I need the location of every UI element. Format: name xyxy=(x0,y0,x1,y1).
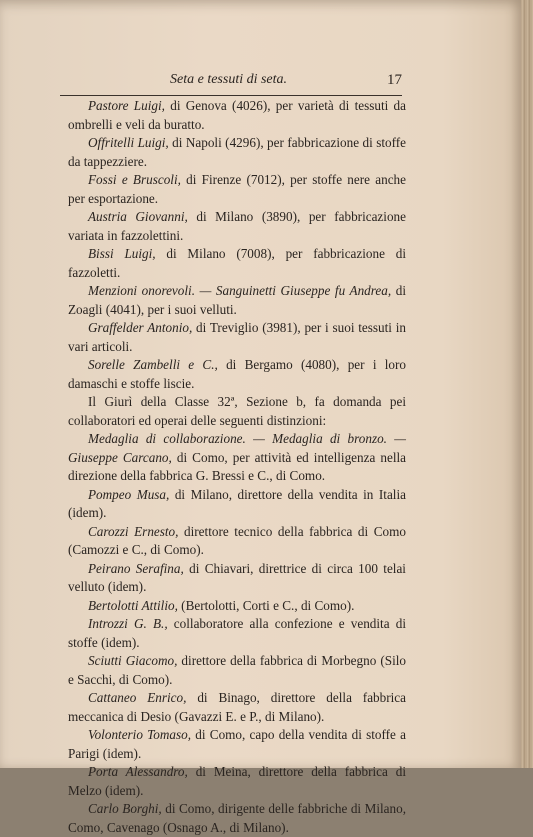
entry-paragraph xyxy=(68,171,406,208)
entry-paragraph xyxy=(68,430,406,486)
entry-paragraph xyxy=(68,245,406,282)
entry-text: di Como, capo della vendita di stoffe a Parigi (idem). xyxy=(68,727,406,761)
entry-name: Bissi Luigi, xyxy=(88,246,156,261)
entry-paragraph xyxy=(68,282,406,319)
entry-name: Pompeo Musa, xyxy=(88,486,170,502)
entry-text: collaboratore alla confezione e vendita di stoffe (idem). xyxy=(68,616,406,650)
entry-name: Peirano Serafina, xyxy=(88,560,184,576)
entry-name: Austria Giovanni, xyxy=(88,209,188,224)
entry-name: Pastore Luigi, xyxy=(88,98,165,113)
entry-name: Offritelli Luigi, xyxy=(88,135,169,150)
entry-paragraph xyxy=(68,393,406,430)
entry-name: Graffelder Antonio, xyxy=(88,320,193,335)
entry-paragraph xyxy=(68,689,406,726)
entry-paragraph xyxy=(68,800,406,837)
entry-text: di Napoli (4296), per fabbricazione di stoffe da tappezziere. xyxy=(68,135,406,169)
entry-name: Sciutti Giacomo, xyxy=(88,653,178,668)
header-rule xyxy=(60,95,402,96)
page-header xyxy=(60,72,402,94)
entry-name: Volonterio Tomaso, xyxy=(88,727,192,742)
entry-text: di Firenze (7012), per stoffe nere anche per esportazione. xyxy=(68,172,406,206)
entry-text: di Milano (7008), per fabbricazione di fazzoletti. xyxy=(68,246,407,280)
entry-paragraph xyxy=(68,134,406,171)
entry-text: direttore tecnico della fabbrica di Como (Camozzi e C., di Como). xyxy=(68,523,406,557)
entry-paragraph xyxy=(68,597,406,616)
entry-paragraph xyxy=(68,319,406,356)
entry-text: di Milano (3890), per fabbricazione variata in fazzolettini. xyxy=(68,209,406,243)
entry-paragraph xyxy=(68,208,406,245)
page-body xyxy=(68,97,406,837)
entry-text: di Chiavari, direttrice di circa 100 telai velluto (idem). xyxy=(68,560,406,594)
entry-paragraph xyxy=(68,97,406,134)
entry-name: Carozzi Ernesto, xyxy=(88,523,179,539)
entry-text: di Zoagli (4041), per i suoi velluti. xyxy=(68,283,406,317)
entry-text: di Milano, direttore della vendita in Italia (idem). xyxy=(68,486,406,520)
entry-text: Il Giurì della Classe 32ª, Sezione b, fa domanda pei collaboratori ed operai delle seguenti distinzioni: xyxy=(68,394,406,428)
running-title: Seta e tessuti di seta. xyxy=(170,72,288,87)
entry-paragraph xyxy=(68,726,406,763)
entry-name: Fossi e Bruscoli, xyxy=(88,172,181,187)
entry-name: Bertolotti Attilio, xyxy=(88,597,178,613)
entry-text: di Como, per attività ed intelligenza nella direzione della fabbrica G. Bressi e C., di Como. xyxy=(68,449,406,483)
entry-text: direttore della fabbrica di Morbegno (Silo e Sacchi, di Como). xyxy=(68,653,406,687)
entry-text: di Como, dirigente delle fabbriche di Milano, Como, Cavenago (Osnago A., di Milano). xyxy=(68,801,406,835)
entry-paragraph xyxy=(68,486,406,523)
entry-text: di Treviglio (3981), per i suoi tessuti in vari articoli. xyxy=(68,320,406,354)
entry-name: Menzioni onorevoli. — Sanguinetti Giuseppe fu Andrea, xyxy=(88,283,392,298)
entry-text: di Bergamo (4080), per i loro damaschi e stoffe liscie. xyxy=(68,357,406,391)
entry-name: Porta Alessandro, xyxy=(88,764,188,779)
entry-paragraph xyxy=(68,615,406,652)
entry-paragraph xyxy=(68,523,406,560)
entry-paragraph xyxy=(68,763,406,800)
entry-name: Carlo Borghi, xyxy=(88,801,162,816)
entry-paragraph xyxy=(68,560,406,597)
page-edges xyxy=(521,0,533,768)
entry-text: di Binago, direttore della fabbrica meccanica di Desio (Gavazzi E. e P., di Milano). xyxy=(68,690,407,724)
entry-text: (Bertolotti, Corti e C., di Como). xyxy=(177,597,355,613)
entry-name: Sorelle Zambelli e C., xyxy=(88,357,218,372)
page-number: 17 xyxy=(387,72,402,88)
entry-name: Medaglia di collaborazione. — Medaglia di bronzo. — Giuseppe Carcano, xyxy=(68,431,406,465)
entry-name: Cattaneo Enrico, xyxy=(88,690,187,705)
entry-name: Introzzi G. B., xyxy=(88,616,168,631)
entry-text: di Meina, direttore della fabbrica di Melzo (idem). xyxy=(68,764,407,798)
entry-text: di Genova (4026), per varietà di tessuti da ombrelli e veli da buratto. xyxy=(68,98,407,132)
entry-paragraph xyxy=(68,356,406,393)
entry-paragraph xyxy=(68,652,406,689)
